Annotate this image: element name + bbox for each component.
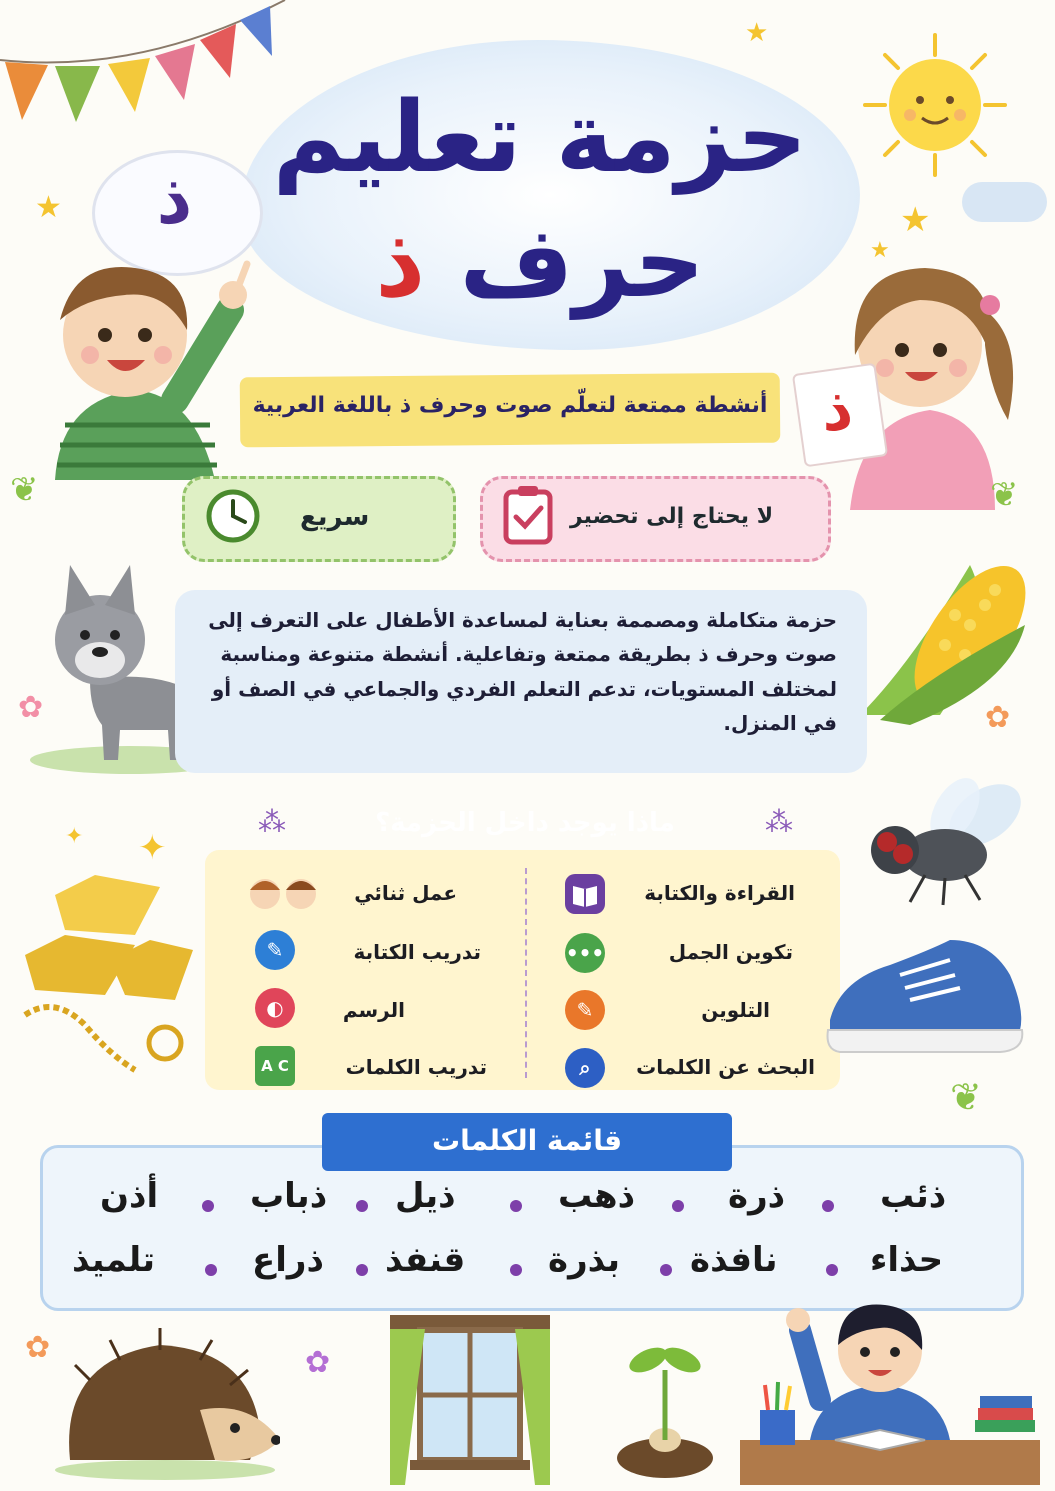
description-text: حزمة متكاملة ومصممة بعناية لمساعدة الأطفال على التعرف إلى صوت وحرف ذ بطريقة ممتعة وتفاعلية. أنشطة متنوعة ومناسبة لمختلف المستويات، تدعم التعلم الفردي والجماعي في الصف أو في المنزل. [208, 608, 837, 736]
word-item: ذئب [880, 1176, 947, 1216]
shoe-illustration [820, 920, 1030, 1060]
sparkle-icon: ✦ [65, 824, 84, 849]
bullet-dot [826, 1264, 838, 1276]
clipboard-check-icon [500, 484, 556, 546]
contents-item-reading-writing: القراءة والكتابة [644, 881, 795, 905]
flower-icon: ✿ [985, 700, 1011, 735]
ac-cards-icon: A C [255, 1046, 295, 1086]
sparkle-icon: ✦ [138, 828, 167, 868]
bullet-dot [356, 1264, 368, 1276]
two-kids-icon [245, 872, 325, 912]
cloud-illustration [962, 182, 1047, 222]
letter-card-letter: ذ [822, 375, 854, 445]
magnifier-icon: ⌕ [565, 1048, 605, 1088]
book-icon [565, 874, 605, 914]
badge-no-prep-label: لا يحتاج إلى تحضير [570, 504, 774, 529]
word-item: ذرة [728, 1176, 786, 1216]
clock-icon [205, 488, 261, 544]
word-item: قنفذ [385, 1240, 466, 1280]
leaf-icon: ❦ [950, 1075, 982, 1119]
flower-icon: ✿ [18, 690, 44, 725]
title-letter: ذ [375, 206, 426, 320]
word-list-header-text: قائمة الكلمات [431, 1124, 623, 1157]
word-item: نافذة [690, 1240, 778, 1280]
star-icon: ★ [870, 238, 890, 263]
title-word: حرف [459, 206, 705, 320]
contents-item-word-practice: تدريب الكلمات [345, 1055, 487, 1079]
contents-item-word-search: البحث عن الكلمات [636, 1055, 815, 1079]
word-item: تلميذ [72, 1240, 155, 1280]
contents-item-drawing: الرسم [342, 998, 405, 1022]
word-item: حذاء [870, 1240, 944, 1280]
chat-bubble-icon: ••• [565, 933, 605, 973]
bullet-dot [356, 1200, 368, 1212]
word-item: ذيل [395, 1176, 456, 1216]
word-item: ذهب [558, 1176, 636, 1216]
contents-item-coloring: التلوين [701, 998, 770, 1022]
pencil-icon: ✎ [255, 930, 295, 970]
boy-illustration [15, 250, 275, 480]
contents-header-text: ماذا يوجد داخل الحزمة؟ [375, 808, 675, 838]
contents-item-pair-work: عمل ثنائي [354, 881, 457, 905]
word-item: أذن [100, 1176, 159, 1216]
leaf-icon: ❦ [990, 475, 1019, 515]
gold-bars-illustration [15, 865, 195, 1075]
bullet-dot [510, 1264, 522, 1276]
title-line-1: حزمة تعليم [272, 81, 808, 195]
bunting-string [0, 0, 290, 130]
bullet-dot [205, 1264, 217, 1276]
badge-fast-label: سريع [300, 502, 370, 532]
window-illustration [385, 1310, 555, 1485]
contents-divider [525, 868, 527, 1078]
student-illustration [740, 1290, 1040, 1485]
sun-illustration [860, 30, 1010, 180]
bullet-dot [510, 1200, 522, 1212]
word-item: ذراع [252, 1240, 324, 1280]
flower-icon: ✿ [25, 1330, 51, 1365]
contents-item-sentence-building: تكوين الجمل [668, 940, 793, 964]
star-icon: ★ [35, 190, 62, 225]
bullet-dot [822, 1200, 834, 1212]
corn-illustration [850, 545, 1040, 730]
crayon-icon: ✎ [565, 990, 605, 1030]
fly-illustration [855, 770, 1025, 910]
star-icon: ★ [745, 18, 769, 48]
hedgehog-illustration [50, 1320, 280, 1480]
seed-sprout-illustration [610, 1330, 720, 1480]
bullet-dot [660, 1264, 672, 1276]
palette-icon: ◐ [255, 988, 295, 1028]
title-line-2 [260, 206, 820, 320]
sparkle-lines-icon: ⁂ [765, 805, 793, 838]
bullet-dot [672, 1200, 684, 1212]
contents-item-writing-practice: تدريب الكتابة [353, 940, 481, 964]
bunting [0, 0, 290, 130]
bullet-dot [202, 1200, 214, 1212]
sparkle-lines-icon: ⁂ [258, 805, 286, 838]
word-item: بذرة [548, 1240, 621, 1280]
leaf-icon: ❦ [10, 470, 39, 510]
word-item: ذباب [250, 1176, 328, 1216]
flower-icon: ✿ [305, 1345, 331, 1380]
thought-bubble-letter: ذ [156, 158, 193, 240]
star-icon: ★ [900, 200, 931, 240]
subtitle-text: أنشطة ممتعة لتعلّم صوت وحرف ذ باللغة العربية [252, 393, 768, 418]
